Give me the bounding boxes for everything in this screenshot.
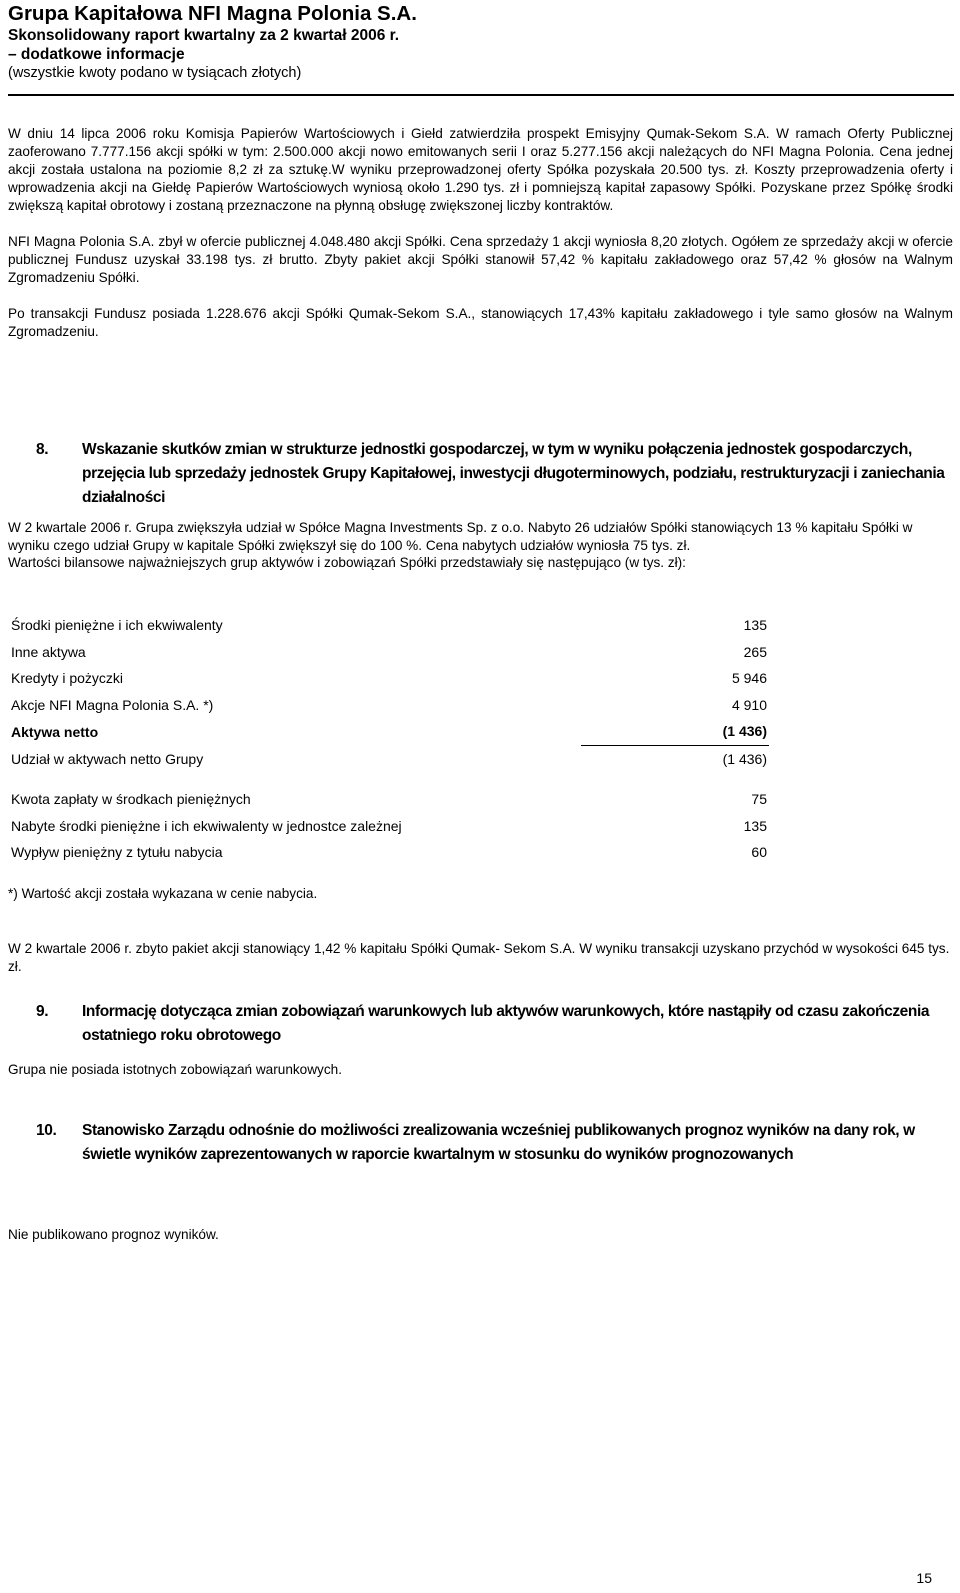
section-8-paragraph-3: W 2 kwartale 2006 r. zbyto pakiet akcji stanowiący 1,42 % kapitału Spółki Qumak- Sekom S.A. W wyniku transakcji uzyskano przychód w wysokości 645 tys. zł. [8,941,950,974]
section-9-number: 9. [36,1003,49,1020]
section-10-number: 10. [36,1122,57,1139]
table-row: Kwota zapłaty w środkach pieniężnych 75 [11,791,767,808]
amounts-note: (wszystkie kwoty podano w tysiącach złotych) [8,65,302,81]
section-10-body: Nie publikowano prognoz wyników. [8,1227,219,1242]
section-7-body [8,125,953,359]
table-row-group-share: Udział w aktywach netto Grupy (1 436) [8,745,769,772]
table-row: Akcje NFI Magna Polonia S.A. *) 4 910 [11,696,767,713]
balance-sheet-table [8,612,769,866]
table-row: Inne aktywa 265 [11,643,767,660]
table-row: Wypływ pieniężny z tytułu nabycia 60 [11,844,767,861]
table-row-net-assets: Aktywa netto (1 436) [11,723,767,740]
table-row: Środki pieniężne i ich ekwiwalenty 135 [11,617,767,634]
section-8-title: Wskazanie skutków zmian w strukturze jednostki gospodarczej, w tym w wyniku połączenia jednostek gospodarczych, przejęcia lub sprzedaży jednostek Grupy Kapitałowej, inwestycji długoterminowych, podziału, restrukturyzacji i zaniechania działalności [82,441,945,506]
section-7-paragraph-3: Po transakcji Fundusz posiada 1.228.676 akcji Spółki Qumak-Sekom S.A., stanowiących 17,43% kapitału zakładowego i tyle samo głosów na Walnym Zgromadzeniu. [8,306,953,339]
section-10-heading [36,1119,954,1167]
report-title: Grupa Kapitałowa NFI Magna Polonia S.A. [8,2,417,25]
section-9-heading [36,1000,954,1048]
table-footnote: *) Wartość akcji została wykazana w cenie nabycia. [8,886,318,901]
section-9-body: Grupa nie posiada istotnych zobowiązań warunkowych. [8,1062,342,1077]
header-divider [8,94,954,96]
table-spacer [8,772,769,786]
section-10-title: Stanowisko Zarządu odnośnie do możliwości zrealizowania wcześniej publikowanych prognoz wyników na dany rok, w świetle wyników zaprezentowanych w raporcie kwartalnym w stosunku do wyników prognozowanych [82,1122,915,1163]
table-row: Kredyty i pożyczki 5 946 [11,670,767,687]
section-8-paragraph-1: W 2 kwartale 2006 r. Grupa zwiększyła udział w Spółce Magna Investments Sp. z o.o. Nabyto 26 udziałów Spółki stanowiących 13 % kapitału Spółki w wyniku czego udział Grupy w kapitale Spółki zwiększył się do 100 %. Cena nabytych udziałów wyniosła 75 tys. zł. [8,520,913,553]
document-header [8,2,952,82]
page-number: 15 [916,1570,932,1586]
section-8-intro [8,519,953,572]
section-8-number: 8. [36,441,49,458]
section-8-heading [36,438,954,510]
report-subtitle-2: – dodatkowe informacje [8,46,185,63]
section-9-title: Informację dotycząca zmian zobowiązań warunkowych lub aktywów warunkowych, które nastąpiły od czasu zakończenia ostatniego roku obrotowego [82,1003,930,1044]
report-subtitle: Skonsolidowany raport kwartalny za 2 kwartał 2006 r. [8,27,400,44]
table-row: Nabyte środki pieniężne i ich ekwiwalenty w jednostce zależnej 135 [11,817,767,834]
section-8-paragraph-2: Wartości bilansowe najważniejszych grup aktywów i zobowiązań Spółki przedstawiały się następująco (w tys. zł): [8,555,686,570]
section-7-paragraph-2: NFI Magna Polonia S.A. zbył w ofercie publicznej 4.048.480 akcji Spółki. Cena sprzedaży 1 akcji wyniosła 8,20 złotych. Ogółem ze sprzedaży akcji w ofercie publicznej Fundusz uzyskał 33.198 tys. zł brutto. Zbyty pakiet akcji Spółki stanowił 57,42 % kapitału zakładowego oraz 57,42 % głosów na Walnym Zgromadzeniu Spółki. [8,234,953,285]
section-7-paragraph-1: W dniu 14 lipca 2006 roku Komisja Papierów Wartościowych i Giełd zatwierdziła prospekt Emisyjny Qumak-Sekom S.A. W ramach Oferty Publicznej zaoferowano 7.777.156 akcji spółki w tym: 2.500.000 akcji nowo emitowanych serii I oraz 5.277.156 akcji należących do NFI Magna Polonia. Cena jednej akcji została ustalona na poziomie 8,2 zł za sztukę.W wyniku przeprowadzonej oferty Spółka pozyskała 20.500 tys. zł. Koszty przeprowadzenia oferty i wprowadzenia akcji na Giełdę Papierów Wartościowych wyniosą około 1.290 tys. zł i pomniejszą kapitał zapasowy Spółki. Pozyskane przez Spółkę środki zwiększą kapitał obrotowy i zostaną przeznaczone na płynną obsługę zwiększonej liczby kontraktów. [8,126,953,213]
